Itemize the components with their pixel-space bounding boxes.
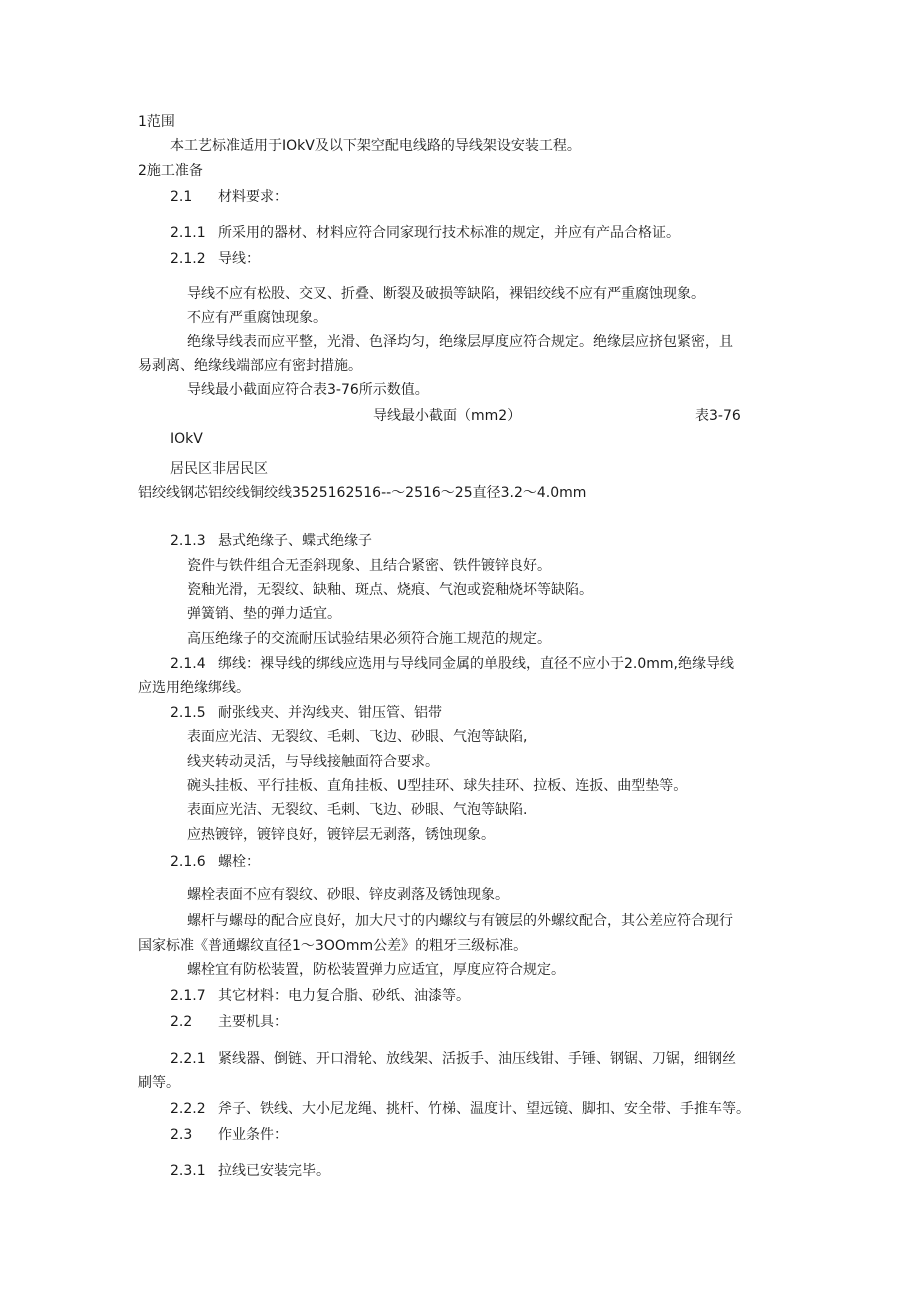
clause-2-1-6	[170, 853, 260, 871]
clause-text: 所采用的器材、材料应符合同家现行技术标准的规定，并应有产品合格证。	[218, 225, 680, 241]
section-1-title: 1范围	[138, 114, 175, 130]
table-row-values: 铝绞线钢芯铝绞线铜绞线3525162516--～2516～25直径3.2～4.0mm	[138, 485, 587, 501]
table-number: 表3-76	[695, 408, 741, 424]
clause-2-2-2	[170, 1100, 750, 1118]
insulator-paragraph-1: 瓷件与铁件组合无歪斜现象、且结合紧密、铁件镀锌良好。	[187, 558, 551, 574]
clause-2-3-1	[170, 1162, 330, 1180]
clause-number: 2.3.1	[170, 1163, 206, 1179]
clause-text: 绑线：裸导线的绑线应选用与导线同金属的单股线，直径不应小于2.0mm,绝缘导线	[218, 656, 734, 672]
clause-2-1-7	[170, 987, 470, 1005]
wire-paragraph-4: 导线最小截面应符合表3-76所示数值。	[187, 382, 429, 398]
bolt-paragraph-1: 螺栓表面不应有裂纹、砂眼、锌皮剥落及锈蚀现象。	[187, 887, 509, 903]
bolt-paragraph-2: 螺杆与螺母的配合应良好，加大尺寸的内螺纹与有镀层的外螺纹配合，其公差应符合现行	[187, 913, 733, 929]
clause-2-2-1-cont: 刷等。	[138, 1075, 180, 1091]
clause-2-1-4	[170, 655, 734, 673]
clause-2-1-4-cont: 应选用绝缘绑线。	[138, 680, 250, 696]
wire-paragraph-2: 不应有严重腐蚀现象。	[187, 310, 327, 326]
bolt-paragraph-2-cont: 国家标准《普通螺纹直径1～3OOmm公差》的粗牙三级标准。	[138, 938, 528, 954]
clause-number: 2.2.1	[170, 1051, 206, 1067]
clamp-paragraph-3: 碗头挂板、平行挂板、直角挂板、U型挂环、球失挂环、拉板、连扳、曲型垫等。	[187, 778, 688, 794]
clause-number: 2.1.2	[170, 251, 206, 267]
clause-number: 2.3	[170, 1127, 193, 1143]
clause-2-1-1	[170, 224, 680, 242]
clause-number: 2.2.2	[170, 1101, 206, 1117]
clause-number: 2.1.7	[170, 988, 206, 1004]
clause-2-1	[170, 188, 288, 206]
clause-text: 材料要求：	[218, 189, 288, 205]
clause-text: 悬式绝缘子、蝶式绝缘子	[218, 533, 372, 549]
clause-2-1-2	[170, 250, 260, 268]
insulator-paragraph-2: 瓷釉光滑，无裂纹、缺釉、斑点、烧痕、气泡或瓷釉烧坏等缺陷。	[187, 582, 593, 598]
section-2-title: 2施工准备	[138, 163, 203, 179]
clause-number: 2.1.3	[170, 533, 206, 549]
clause-text: 主要机具：	[218, 1014, 288, 1030]
table-row-voltage: IOkV	[170, 431, 203, 447]
clause-2-2-1	[170, 1050, 736, 1068]
clause-number: 2.1.1	[170, 225, 206, 241]
insulator-paragraph-4: 高压绝缘子的交流耐压试验结果必须符合施工规范的规定。	[187, 631, 551, 647]
clause-text: 耐张线夹、并沟线夹、钳压管、铝带	[218, 705, 442, 721]
clause-2-3	[170, 1126, 288, 1144]
clamp-paragraph-4: 表面应光洁、无裂纹、毛刺、飞边、砂眼、气泡等缺陷.	[187, 802, 528, 818]
clause-text: 斧子、铁线、大小尼龙绳、挑杆、竹梯、温度计、望远镜、脚扣、安全带、手推车等。	[218, 1101, 750, 1117]
section-1-body: 本工艺标准适用于IOkV及以下架空配电线路的导线架设安装工程。	[170, 138, 581, 154]
wire-paragraph-3-cont: 易剥离、绝缘线端部应有密封措施。	[138, 358, 362, 374]
clause-text: 紧线器、倒链、开口滑轮、放线架、活扳手、油压线钳、手锤、钢锯、刀锯，细钢丝	[218, 1051, 736, 1067]
clause-text: 作业条件：	[218, 1127, 288, 1143]
clause-text: 导线：	[218, 251, 260, 267]
clause-2-1-3	[170, 532, 372, 550]
table-title: 导线最小截面（mm2）	[373, 408, 522, 424]
clause-number: 2.1.4	[170, 656, 206, 672]
insulator-paragraph-3: 弹簧销、垫的弹力适宜。	[187, 606, 341, 622]
clause-text: 螺栓：	[218, 854, 260, 870]
clause-text: 其它材料：电力复合脂、砂纸、油漆等。	[218, 988, 470, 1004]
clause-2-2	[170, 1013, 288, 1031]
wire-paragraph-1: 导线不应有松股、交叉、折叠、断裂及破损等缺陷，裸铝绞线不应有严重腐蚀现象。	[187, 286, 705, 302]
table-row-area: 居民区非居民区	[170, 461, 268, 477]
wire-paragraph-3: 绝缘导线表而应平整，光滑、色泽均匀，绝缘层厚度应符合规定。绝缘层应挤包紧密，且	[187, 334, 733, 350]
clause-number: 2.1.6	[170, 854, 206, 870]
clause-number: 2.1	[170, 189, 193, 205]
clause-number: 2.2	[170, 1014, 193, 1030]
clamp-paragraph-1: 表面应光洁、无裂纹、毛刺、飞边、砂眼、气泡等缺陷,	[187, 729, 528, 745]
clause-text: 拉线已安装完毕。	[218, 1163, 330, 1179]
clause-2-1-5	[170, 704, 442, 722]
clause-number: 2.1.5	[170, 705, 206, 721]
clamp-paragraph-5: 应热镀锌，镀锌良好，镀锌层无剥落，锈蚀现象。	[187, 827, 495, 843]
clamp-paragraph-2: 线夹转动灵活，与导线接触面符合要求。	[187, 754, 439, 770]
bolt-paragraph-3: 螺栓宜有防松装置，防松装置弹力应适宜，厚度应符合规定。	[187, 962, 565, 978]
